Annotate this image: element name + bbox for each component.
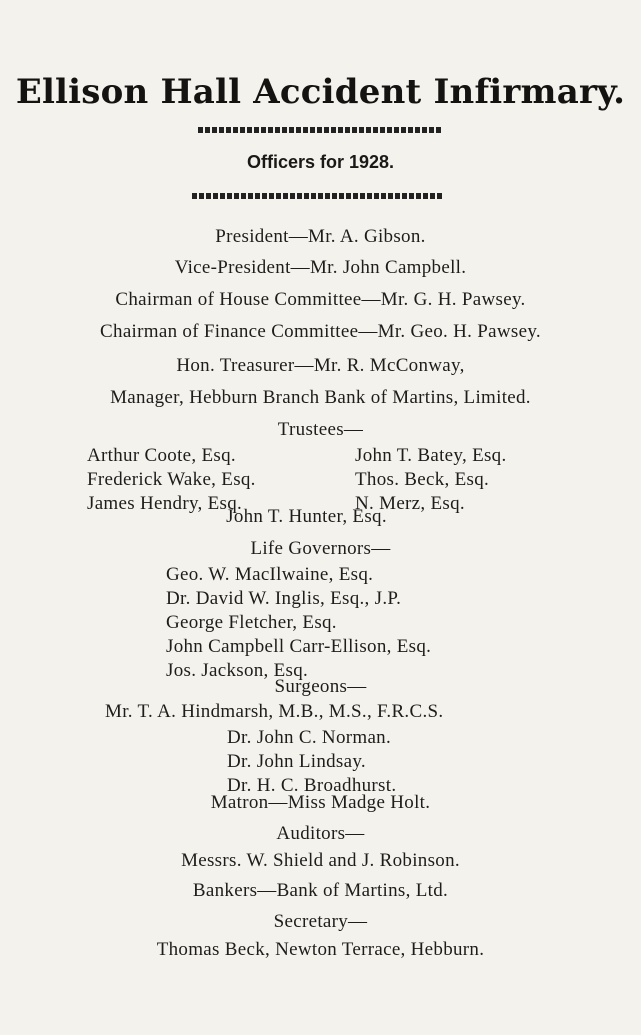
life-governors-list: [166, 563, 431, 683]
surgeon-name: Dr. John C. Norman.: [227, 727, 392, 748]
trustee-name: Frederick Wake, Esq.: [87, 469, 256, 490]
vice-president-line: Vice-President—Mr. John Campbell.: [174, 257, 467, 278]
trustee-name: Thos. Beck, Esq.: [355, 469, 490, 490]
life-governor-name: Geo. W. MacIlwaine, Esq.: [166, 564, 374, 585]
life-governor-name: Jos. Jackson, Esq.: [166, 660, 309, 681]
surgeon-name: Dr. John Lindsay.: [227, 751, 366, 772]
secretary-heading: Secretary—: [273, 911, 368, 932]
trustee-name: N. Merz, Esq.: [355, 493, 465, 514]
life-governor-name: John Campbell Carr-Ellison, Esq.: [166, 636, 432, 657]
treasurer-detail-line: Manager, Hebburn Branch Bank of Martins, Limited.: [110, 387, 531, 408]
surgeons-heading: Surgeons—: [274, 676, 367, 697]
life-governors-heading: Life Governors—: [250, 538, 391, 559]
secretary-name: Thomas Beck, Newton Terrace, Hebburn.: [156, 939, 485, 960]
auditors-names: Messrs. W. Shield and J. Robinson.: [181, 850, 460, 871]
president-line: President—Mr. A. Gibson.: [215, 226, 426, 247]
house-committee-line: Chairman of House Committee—Mr. G. H. Pawsey.: [115, 289, 526, 310]
surgeons-list: [227, 726, 396, 798]
trustee-name: John T. Batey, Esq.: [355, 445, 507, 466]
trustee-name: James Hendry, Esq.: [87, 493, 243, 514]
matron-line: Matron—Miss Madge Holt.: [210, 792, 431, 813]
treasurer-line: Hon. Treasurer—Mr. R. McConway,: [176, 355, 465, 376]
life-governor-name: George Fletcher, Esq.: [166, 612, 337, 633]
document-subtitle: Officers for 1928.: [246, 152, 395, 172]
surgeon-name-first: Mr. T. A. Hindmarsh, M.B., M.S., F.R.C.S.: [105, 701, 444, 722]
bankers-line: Bankers—Bank of Martins, Ltd.: [192, 880, 449, 901]
finance-committee-line: Chairman of Finance Committee—Mr. Geo. H. Pawsey.: [100, 321, 541, 342]
decorative-rule-top: [198, 127, 442, 133]
life-governor-name: Dr. David W. Inglis, Esq., J.P.: [166, 588, 402, 609]
trustee-name-last: John T. Hunter, Esq.: [226, 506, 387, 527]
surgeon-name: Dr. H. C. Broadhurst.: [227, 775, 397, 796]
decorative-rule-bottom: [192, 193, 444, 199]
document-title: Ellison Hall Accident Infirmary.: [15, 72, 626, 112]
trustees-heading: Trustees—: [277, 419, 364, 440]
auditors-heading: Auditors—: [276, 823, 365, 844]
trustee-name: Arthur Coote, Esq.: [87, 445, 236, 466]
